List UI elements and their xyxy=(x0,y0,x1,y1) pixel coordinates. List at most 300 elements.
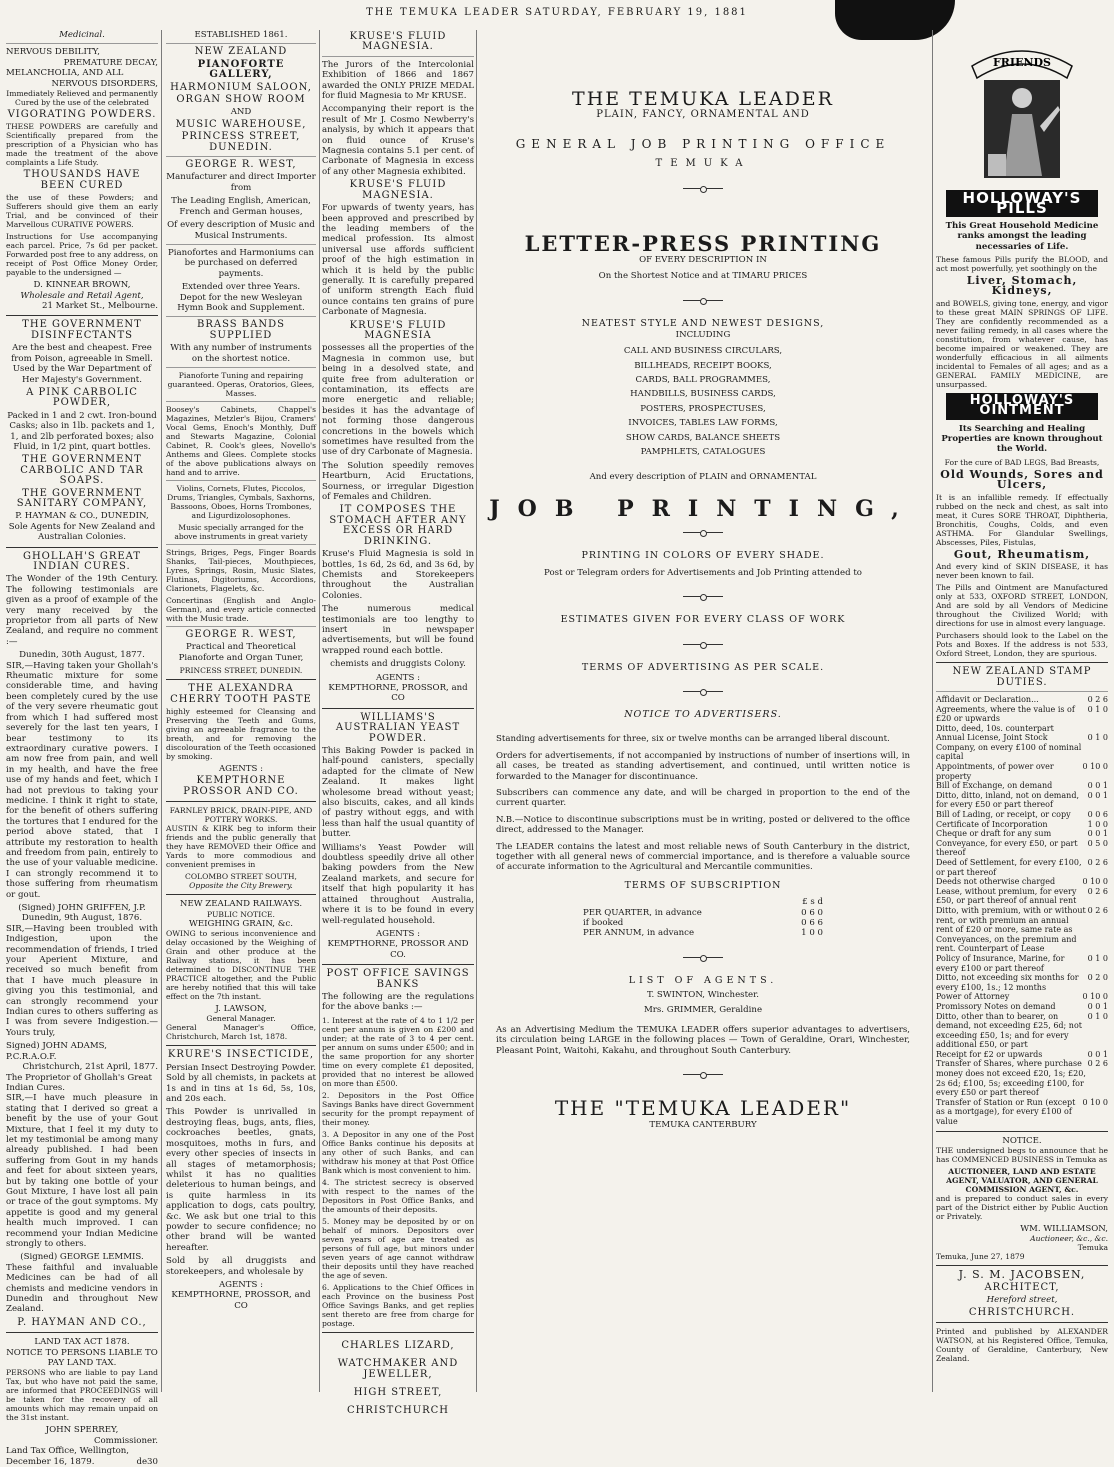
ad-text: chemists and druggists Colony. xyxy=(330,659,466,670)
column-4 xyxy=(478,30,928,1392)
duty-amount: 0 0 1 xyxy=(1087,829,1108,839)
divider xyxy=(166,544,316,545)
divider xyxy=(6,43,158,44)
duty-item: Receipt for £2 or upwards xyxy=(936,1049,1043,1059)
ad-text: Sold by all druggists and storekeepers, and wholesale by xyxy=(166,1256,316,1277)
ad-text: Orders for advertisements, if not accompanied by instructions of number of insertions will, in all cases, be treated as standing advertisement, and continued, until written notice is forwarded to the Manager for discontinuance. xyxy=(496,750,910,782)
ad-address: Hereford street, xyxy=(986,1295,1058,1306)
divider xyxy=(6,315,158,316)
ad-title: LAND TAX ACT 1878. xyxy=(34,1337,130,1348)
ad-text: General Manager's Office, Christchurch, March 1st, 1878. xyxy=(166,1023,316,1042)
ad-text: On the Shortest Notice and at TIMARU PRICES xyxy=(598,271,808,282)
ad-agents: AGENTS : xyxy=(218,1279,264,1290)
ad-product: VIGORATING POWDERS. xyxy=(7,109,157,121)
duty-item: Conveyance, for every £50, or part thereof xyxy=(936,838,1078,858)
ad-name: D. KINNEAR BROWN, xyxy=(33,280,131,291)
ad-text: and is prepared to conduct sales in every part of the District either by Public Auction or Privately. xyxy=(936,1194,1108,1222)
est-line: ESTABLISHED 1861. xyxy=(194,30,288,40)
duty-amount: 0 0 1 xyxy=(1087,1001,1108,1011)
duty-item: Ditto, with premium, with or without rent, or with premium an annual rent of £20 or more, same rate as Conveyances, on the premium and rent. Counterpart of Lease xyxy=(936,905,1086,954)
ad-heading: A PINK CARBOLIC POWDER, xyxy=(26,386,138,409)
ad-text: The numerous medical testimonials are too lengthy to insert in newspaper advertisements, but will be found wrapped round each bottle. xyxy=(322,604,474,656)
ad-text: Concertinas (English and Anglo-German), and every article connected with the Music trade. xyxy=(166,595,316,623)
divider xyxy=(322,964,474,965)
duty-amount: 0 0 6 xyxy=(1087,810,1108,820)
duty-amount: 0 10 0 xyxy=(1082,762,1108,772)
ad-text: Boosey's Cabinets, Chappel's Magazines, Metzler's Bijou, Cramers' Vocal Gems, Enoch's Monthly, Duff and Stewarts Magazine, Colonial Cabinet, R. Cook's glees, Novello's Anthems and Glees. Complete stocks of the above publications always on hand and to arrive. xyxy=(166,404,316,477)
duty-item: Ditto, ditto, inland, not on demand, for every £50 or part thereof xyxy=(936,790,1079,810)
divider xyxy=(936,1265,1108,1266)
ad-heading: NOTICE TO PERSONS LIABLE TO PAY LAND TAX. xyxy=(6,1347,158,1369)
stamp-duty-row xyxy=(936,992,1108,1002)
stamp-duty-row xyxy=(936,762,1108,781)
ad-title: THE GOVERNMENT DISINFECTANTS xyxy=(22,319,142,341)
ad-heading: Old Wounds, Sores and Ulcers, xyxy=(940,467,1104,492)
service-list xyxy=(478,346,928,457)
office-subtitle: PLAIN, FANCY, ORNAMENTAL AND xyxy=(596,109,810,121)
ad-role: Auctioneer, &c., &c. xyxy=(1030,1234,1108,1244)
service-item: CALL AND BUSINESS CIRCULARS, xyxy=(623,346,783,357)
ornament xyxy=(683,596,723,597)
ad-heading: PRINCESS STREET, DUNEDIN. xyxy=(181,131,301,153)
ad-line: MELANCHOLIA, AND ALL xyxy=(6,68,124,79)
ad-text: INCLUDING xyxy=(675,330,731,341)
duty-amount: 0 1 0 xyxy=(1087,1011,1108,1021)
ad-text: and BOWELS, giving tone, energy, and vigor to these great MAIN SPRINGS OF LIFE. They are confidently recommended as a never failing remedy, in all cases where the constitution, from whatever cause, has become impaired or weakened. They are wonderfully efficacious in all ailments incidental to Females of all ages; and as a GENERAL FAMILY MEDICINE, are unsurpassed. xyxy=(936,298,1108,389)
ad-address: PRINCESS STREET, DUNEDIN. xyxy=(179,666,303,676)
ad-heading: Gout, Rheumatism, xyxy=(953,547,1091,561)
ad-text: Practical and Theoretical Pianoforte and Organ Tuner, xyxy=(178,642,304,663)
ad-heading: IT COMPOSES THE STOMACH AFTER ANY EXCESS OR HARD DRINKING. xyxy=(329,504,467,547)
ad-text: OWING to serious inconvenience and delay occasioned by the Weighing of Grain and other produce at the Railway stations, it has been determined to DISCONTINUE THE PRACTICE altogether, and the Public are hereby notified that this will take effect on the 7th instant. xyxy=(166,929,316,1002)
ad-title: GHOLLAH'S GREAT INDIAN CURES. xyxy=(22,550,142,572)
ad-address: Opposite the City Brewery. xyxy=(189,881,293,891)
stamp-duty-row xyxy=(936,1012,1108,1050)
column-5 xyxy=(936,30,1108,1392)
ad-heading: ARCHITECT, xyxy=(984,1281,1060,1293)
ad-name: KEMPTHORNE, PROSSOR AND CO. xyxy=(327,939,469,960)
ad-text: Accompanying their report is the result of Mr J. Cosmo Newberry's analysis, by which it appears that on fluid ounce of Kruse's Magnesia contains 5.1 per cent. of Carbonate of Magnesia in excess of any other Magnesia exhibited. xyxy=(322,104,474,177)
stamp-duty-row xyxy=(936,724,1108,734)
duty-item: Cheque or draft for any sum xyxy=(936,829,1052,839)
duty-amount: 0 2 6 xyxy=(1087,694,1108,704)
stamp-duty-row xyxy=(936,1002,1108,1012)
ad-text: The Proprietor of Ghollah's Great Indian Cures. xyxy=(6,1072,153,1093)
notice-title: NOTICE. xyxy=(1002,1135,1042,1146)
column-3 xyxy=(322,30,474,1417)
stamp-duty-row xyxy=(936,791,1108,810)
ad-text: And every description of PLAIN and ORNAMENTAL xyxy=(589,471,817,482)
duty-amount: 0 1 0 xyxy=(1087,704,1108,714)
land-tax-ad xyxy=(6,1337,158,1467)
ad-title: KRUSE'S FLUID MAGNESIA. xyxy=(349,31,447,53)
column-rule xyxy=(932,30,933,1392)
ornament xyxy=(683,532,723,533)
stamp-duty-row xyxy=(936,695,1108,705)
ad-name: KEMPTHORNE, PROSSOR, and CO xyxy=(171,1290,311,1311)
divider xyxy=(166,480,316,481)
divider xyxy=(166,156,316,157)
duty-item: Deed of Settlement, for every £100, or part thereof xyxy=(936,858,1082,877)
ad-text: The Wonder of the 19th Century. The following testimonials are given as a proof of example of the very many received by the proprietor from all parts of New Zealand, and require no comment :— xyxy=(6,574,158,647)
office-place: TEMUKA xyxy=(655,158,751,170)
ad-text: 6. Applications to the Chief Offices in each Province on the business Post Office Savings Banks, and get replies sent thereto are free from charge for postage. xyxy=(322,1282,474,1328)
ad-address: CHRISTCHURCH xyxy=(346,1405,450,1417)
divider xyxy=(166,626,316,627)
ad-text: The following are the regulations for the above banks :— xyxy=(322,991,474,1013)
duty-item: Power of Attorney xyxy=(936,992,1010,1002)
ad-text: possesses all the properties of the Magnesia in common use, but being in a desolved state, and quite free from adulteration or contamination, its effects are more energetic and reliable; besides it has the advantage of not forming those dangerous concretions in the bowels which sometimes have resulted from the use of dry Carbonate of Magnesia. xyxy=(322,343,474,458)
ad-heading: NEW ZEALAND xyxy=(194,46,288,58)
ad-name: WM. WILLIAMSON, xyxy=(1020,1224,1108,1235)
ad-text: THESE POWDERS are carefully and Scientifically prepared from the prescription of a Physician who has made the treatment of the above complaints a Life Study. xyxy=(6,122,158,168)
ad-text: 4. The strictest secrecy is observed with respect to the names of the Depositors in Post Office Banks, and the amounts of their deposits. xyxy=(322,1177,474,1214)
duty-item: Ditto, deed, 10s. counterpart xyxy=(936,723,1054,733)
ad-heading: TERMS OF ADVERTISING AS PER SCALE. xyxy=(581,661,825,673)
ornament xyxy=(683,957,723,958)
duty-amount: 0 5 0 xyxy=(1087,838,1108,848)
table-row: PER ANNUM, in advance 1 0 0 xyxy=(583,928,823,939)
ad-text: This Baking Powder is packed in half-pound canisters, specially adapted for the climate of New Zealand. It makes light wholesome bread without yeast; also biscuits, cakes, and all kinds of pastry without eggs, and with less than half the usual quantity of butter. xyxy=(322,746,474,840)
ad-date: Dunedin, 9th August, 1876. xyxy=(21,913,143,924)
divider xyxy=(936,662,1108,663)
divider xyxy=(166,894,316,895)
ad-text: Violins, Cornets, Flutes, Piccolos, Drums, Triangles, Cymbals, Saxhorns, Bassoons, Oboes, Horns Trombones, and Ligurdizolosophones. xyxy=(167,483,315,520)
divider xyxy=(6,1332,158,1333)
ad-text: Persian Insect Destroying Powder. Sold by all chemists, in packets at 1s and in tins at 1s 6d, 5s, 10s, and 20s each. xyxy=(166,1062,316,1105)
duty-item: Affidavit or Declaration... xyxy=(936,694,1039,704)
ad-title: NEW ZEALAND RAILWAYS. xyxy=(179,899,303,910)
stamp-duty-list xyxy=(936,695,1108,1127)
ad-text: Of every description of Music and Musical Instruments. xyxy=(167,220,315,241)
ad-name: J. S. M. JACOBSEN, xyxy=(958,1268,1086,1282)
ad-text: The LEADER contains the latest and most reliable news of South Canterbury in the district, together with all general news of commercial importance, and is therefore a valuable source of accurate information to the Agricultural and Mercantile communities. xyxy=(496,841,910,873)
ad-agents: AGENTS : xyxy=(218,764,264,774)
ad-date: December 16, 1879. xyxy=(6,1456,95,1467)
ad-text: The Jurors of the Intercolonial Exhibition of 1866 and 1867 awarded the ONLY PRIZE MEDAL for fluid Magnesia to Mr KRUSE. xyxy=(322,59,474,102)
ad-text: This Powder is unrivalled in destroying fleas, bugs, ants, flies, cockroaches beetles, gnats, mosquitoes, moths in furs, and every other species of insects in all stages of metamorphosis; whilst it has no qualities deleterious to human beings, and is quite harmless in its application to dogs, cats poultry, &c. We ask but one trial to this powder to secure confidence; no other brand will be wanted hereafter. xyxy=(166,1107,316,1253)
ad-address: CHRISTCHURCH. xyxy=(968,1306,1076,1318)
duty-amount: 0 2 0 xyxy=(1087,973,1108,983)
ad-text: AND xyxy=(230,107,252,118)
ad-heading: LIST OF AGENTS. xyxy=(628,974,778,986)
ad-text: 1. Interest at the rate of 4 to 1 1/2 per cent per annum is given on £200 and under; at the rate of 3 to 4 per cent. per annum on sums under £500; and in the same proportion for any shorter time on every complete £1 deposited, provided that no interest be allowed on more than £500. xyxy=(322,1015,474,1088)
divider xyxy=(322,1332,474,1333)
ad-text: Its Searching and Healing Properties are known throughout the World. xyxy=(941,423,1103,455)
service-item: PAMPHLETS, CATALOGUES xyxy=(640,447,766,458)
ad-text: The Pills and Ointment are Manufactured only at 533, OXFORD STREET, LONDON, And are sold by all Vendors of Medicine throughout the Civilized World; with directions for use in almost every language. xyxy=(936,583,1108,629)
ad-heading: KRUSE'S FLUID MAGNESIA xyxy=(349,319,447,341)
ad-text: The Solution speedily removes Heartburn, Acid Eructations, Sourness, or irregular Digestion of Females and Children. xyxy=(322,460,474,503)
ad-heading: BRASS BANDS SUPPLIED xyxy=(197,319,285,341)
column-rule xyxy=(319,30,320,1392)
stamp-duty-row xyxy=(936,820,1108,830)
duty-item: Lease, without premium, for every £50, or part thereof of annual rent xyxy=(936,886,1077,906)
table-col-head: s xyxy=(810,897,815,908)
ad-date: Christchurch, 21st April, 1877. xyxy=(22,1062,158,1073)
ad-heading: TERMS OF SUBSCRIPTION xyxy=(624,879,782,891)
stamp-duties-title: NEW ZEALAND STAMP DUTIES. xyxy=(952,666,1092,688)
column-rule xyxy=(161,30,162,1392)
ad-date: Temuka, June 27, 1879 xyxy=(936,1252,1025,1262)
ad-text: These famous Pills purify the BLOOD, and act most powerfully, yet soothingly on the xyxy=(936,255,1108,274)
ad-text: This Great Household Medicine ranks amongst the leading necessaries of Life. xyxy=(945,220,1099,252)
ad-heading: NEATEST STYLE AND NEWEST DESIGNS, xyxy=(581,317,825,329)
stamp-duty-row xyxy=(936,877,1108,887)
ad-title: PIANOFORTE GALLERY, xyxy=(197,58,285,81)
duty-amount: 0 10 0 xyxy=(1082,877,1108,887)
debility-ad xyxy=(6,47,158,311)
ad-heading: KRUSE'S FLUID MAGNESIA. xyxy=(349,179,447,201)
ad-line: PREMATURE DECAY, xyxy=(63,57,158,68)
duty-amount: 0 2 6 xyxy=(1087,858,1108,867)
table-col-head: £ xyxy=(802,897,808,908)
ad-name: KEMPTHORNE, PROSSOR, and CO xyxy=(328,682,468,704)
stamp-duty-row xyxy=(936,705,1108,724)
ad-text: Strings, Briges, Pegs, Finger Boards Shanks, Tail-pieces, Mouthpieces, Lyres, Springs, Rosin, Music Slates, Flutinas, Digitoriums, Accordions, Clarionets, Flagelets, &c. xyxy=(166,547,316,593)
divider xyxy=(166,679,316,680)
duty-amount: 0 2 6 xyxy=(1087,905,1108,915)
stamp-duty-row xyxy=(936,887,1108,906)
ad-text: SIR,—Having been troubled with Indigestion, upon the recommendation of friends, I tried your Aperient Mixture, and received so much benefit from that I have much pleasure in giving you this testimonial, and can strongly recommend your Indian cures to others suffering as I was from severe Indigestion.—Yours truly, xyxy=(6,923,158,1038)
duty-amount: 0 2 6 xyxy=(1087,886,1108,896)
stamp-duty-row xyxy=(936,810,1108,820)
ad-text: the use of these Powders; and Sufferers should give them an early Trial, and be convinced of their Marvellous CURATIVE POWERS. xyxy=(6,193,158,230)
stamp-duty-row xyxy=(936,733,1108,762)
ad-role: General Manager. xyxy=(206,1014,276,1024)
ad-heading: ORGAN SHOW ROOM xyxy=(176,94,306,106)
duty-item: Ditto, not exceeding six months for every £100, 1s.; 12 months xyxy=(936,973,1079,992)
stamp-duty-row xyxy=(936,1050,1108,1060)
ad-text: 3. A Depositor in any one of the Post Office Banks continue his deposits at any other of such Banks, and can withdraw his money at that Post Office Bank which is most convenient to him. xyxy=(322,1129,474,1175)
ad-signature: Signed) JOHN ADAMS, P.C.R.A.O.F. xyxy=(6,1041,107,1062)
ad-text: AUSTIN & KIRK beg to inform their friends and the public generally that they have REMOVED their Office and Yards to more commodious and convenient premises in xyxy=(166,824,316,870)
ornament xyxy=(683,644,723,645)
ad-text: The Leading English, American, French and German houses, xyxy=(171,196,311,217)
pills-banner: HOLLOWAY'S PILLS xyxy=(946,190,1098,217)
ad-text: PERSONS who are liable to pay Land Tax, but who have not paid the same, are informed that PROCEEDINGS will be taken for the recovery of all amounts which may remain unpaid on the 31st instant. xyxy=(6,1368,158,1423)
ad-text: Depot for the new Wesleyan Hymn Book and Supplement. xyxy=(177,292,305,313)
ad-heading: MUSIC WAREHOUSE, xyxy=(175,118,307,130)
letterpress-heading: LETTER-PRESS PRINTING xyxy=(524,230,882,256)
ad-text: Extended over three Years. xyxy=(181,282,301,293)
duty-amount: 0 0 1 xyxy=(1087,781,1108,791)
ad-text: 5. Money may be deposited by or on behalf of minors. Depositors over seven years of age are treated as persons of full age, but minors under seven years of age cannot withdraw their deposits until they have reached the age of seven. xyxy=(322,1216,474,1280)
duty-amount: 0 10 0 xyxy=(1082,1097,1108,1107)
ad-text: Are the best and cheapest. Free from Poison, agreeable in Smell. Used by the War Department of Her Majesty's Government. xyxy=(11,343,153,385)
divider xyxy=(936,691,1108,692)
footer-title: THE "TEMUKA LEADER" xyxy=(554,1096,852,1121)
ad-text: Standing advertisements for three, six or twelve months can be arranged liberal discount. xyxy=(496,734,890,745)
ad-date-row xyxy=(6,1457,158,1467)
duty-item: Deeds not otherwise charged xyxy=(936,877,1056,887)
ad-name: GEORGE R. WEST, xyxy=(185,628,297,640)
duty-amount: 0 1 0 xyxy=(1087,733,1108,743)
divider xyxy=(166,316,316,317)
ad-text: Immediately Relieved and permanently Cured by the use of the celebrated xyxy=(6,89,158,108)
duty-amount: 0 0 1 xyxy=(1087,790,1108,800)
duty-amount: 0 2 6 xyxy=(1087,1059,1108,1069)
ad-text: OF EVERY DESCRIPTION IN xyxy=(639,255,767,266)
duty-amount: 0 1 0 xyxy=(1087,953,1108,963)
ad-ref: de30 xyxy=(136,1456,158,1467)
stamp-duty-row xyxy=(936,858,1108,877)
table-col-head: d xyxy=(817,897,823,908)
service-item: CARDS, BALL PROGRAMMES, xyxy=(635,375,771,386)
masthead: THE TEMUKA LEADER SATURDAY, FEBRUARY 19, 1881 xyxy=(366,7,748,18)
ad-title: THE ALEXANDRA CHERRY TOOTH PASTE xyxy=(170,683,312,705)
divider xyxy=(322,56,474,57)
ad-text: SIR,—I have much pleasure in stating that I derived so great a benefit by the use of your Gout Mixture, that I feel it my duty to let my testimonial be among many already published. I had been suffering from Gout in my hands and feet for about sixteen years, but by taking one bottle of your Gout Mixture, I have lost all pain or trace of the gout symptoms. My appetite is good and my general health much improved. I can recommend your Indian Medicine strongly to others. xyxy=(6,1093,158,1249)
duty-item: Transfer of Shares, where purchase money does not exceed £20, 1s; £20, 2s 6d; £100, 5s; exceeding £100, for every £50 or part thereof xyxy=(936,1059,1086,1098)
stamp-duty-row xyxy=(936,839,1108,858)
ad-place: Temuka xyxy=(1077,1243,1108,1253)
ad-text: It is an infallible remedy. If effectually rubbed on the neck and chest, as salt into meat, it Cures SORE THROAT, Diphtheria, Bronchitis, Coughs, Colds, and even ASTHMA. For Glandular Swellings, Abscesses, Piles, Fistulas, xyxy=(936,492,1108,547)
ad-text: 2. Depositors in the Post Office Savings Banks have direct Government security for the prompt repayment of their money. xyxy=(322,1090,474,1127)
section-heading: Medicinal. xyxy=(59,30,105,40)
duty-item: Bill of Lading, or receipt, or copy xyxy=(936,810,1071,820)
ad-title: WILLIAMS'S AUSTRALIAN YEAST POWDER. xyxy=(335,711,461,744)
agent-item: Mrs. GRIMMER, Geraldine xyxy=(643,1004,763,1015)
ad-heading: HARMONIUM SALOON, xyxy=(170,81,312,93)
ornament xyxy=(683,300,723,301)
ad-text: Purchasers should look to the Label on the Pots and Boxes. If the address is not 533, Oxford Street, London, they are spurious. xyxy=(936,631,1108,659)
ad-heading: WEIGHING GRAIN, &c. xyxy=(189,918,293,929)
divider xyxy=(166,43,316,44)
ad-title: POST OFFICE SAVINGS BANKS xyxy=(326,968,470,990)
ad-text: For upwards of twenty years, has been approved and prescribed by the leading members of the medical profession. Its almost universal use affords sufficient proof of the high estimation in which it is held by the public generally. It is carefully prepared of uniform strength Each fluid ounce contains ten grains of pure Carbonate of Magnesia. xyxy=(322,203,474,318)
ad-text: Sole Agents for New Zealand and Australian Colonies. xyxy=(8,521,156,543)
ad-text: Manufacturer and direct Importer from xyxy=(166,172,316,193)
ad-address: 21 Market St., Melbourne. xyxy=(41,301,158,312)
service-item: HANDBILLS, BUSINESS CARDS, xyxy=(630,389,776,400)
ad-place: Land Tax Office, Wellington, xyxy=(6,1446,130,1457)
ad-text: Pianofortes and Harmoniums can be purchased on deferred payments. xyxy=(167,247,315,279)
ad-role: Wholesale and Retail Agent, xyxy=(20,290,144,301)
divider xyxy=(166,801,316,802)
ad-heading: AUCTIONEER, LAND AND ESTATE AGENT, VALUATOR, AND GENERAL COMMISSION AGENT, &c. xyxy=(946,1167,1098,1195)
ad-line: NERVOUS DISORDERS, xyxy=(51,78,158,89)
column-rule xyxy=(476,30,477,1392)
ointment-banner: HOLLOWAY'S OINTMENT xyxy=(946,393,1098,420)
stamp-duty-row xyxy=(936,829,1108,839)
ad-text: Subscribers can commence any date, and will be charged in proportion to the end of the current quarter. xyxy=(496,787,910,809)
ornament xyxy=(683,1074,723,1075)
service-item: INVOICES, TABLES LAW FORMS, xyxy=(628,418,778,429)
duty-item: Promissory Notes on demand xyxy=(936,1001,1056,1011)
agent-item: T. SWINTON, Winchester. xyxy=(646,990,760,1001)
divider xyxy=(166,367,316,368)
divider xyxy=(322,708,474,709)
ad-text: Kruse's Fluid Magnesia is sold in bottles, 1s 6d, 2s 6d, and 3s 6d, by Chemists and Storekeepers throughout the Australian Colonies. xyxy=(322,549,474,601)
duty-item: Transfer of Station or Run (except as a mortgage), for every £100 of value xyxy=(936,1097,1076,1127)
stamp-duty-row xyxy=(936,1098,1108,1127)
ad-title: KRURE'S INSECTICIDE, xyxy=(167,1049,315,1061)
subscription-table xyxy=(583,897,823,939)
office-name: GENERAL JOB PRINTING OFFICE xyxy=(515,136,891,151)
ad-heading: THOUSANDS HAVE BEEN CURED xyxy=(23,169,141,191)
ad-name: J. LAWSON, xyxy=(215,1004,267,1015)
divider xyxy=(166,401,316,402)
ad-signature: (Signed) JOHN GRIFFEN, J.P. xyxy=(18,903,146,913)
table-row: PER QUARTER, in advance 0 6 0 xyxy=(583,907,823,918)
table-row: if booked 0 6 6 xyxy=(583,918,823,929)
ad-text: SIR,—Having taken your Ghollah's Rheumatic mixture for some considerable time, and having been completely cured by the use of the very severe rheumatic gout from which I had suffered most severely for the last ten years, I bear testimony to its extraordinary curative powers. I am now free from pain, and well in my health, and have the free use of my hands and feet, which I had not previous to taking your medicine. I think it right to state, for the benefit of others suffering the tortures that I endured for the period above stated, that I attribute my restoration to health and freedom from pain, entirely to the use of your valuable medicine. I can strongly recommend it to those suffering from rheumatism or gout. xyxy=(6,660,158,900)
disinfectants-ad xyxy=(6,320,158,542)
ad-text: Instructions for Use accompanying each parcel. Price, 7s 6d per packet. Forwarded post free to any address, on receipt of Post Office Money Order, payable to the undersigned — xyxy=(6,232,158,278)
divider xyxy=(166,244,316,245)
ad-heading: THE GOVERNMENT CARBOLIC AND TAR SOAPS. xyxy=(20,454,144,487)
stamp-duty-row xyxy=(936,973,1108,992)
ad-date: Dunedin, 30th August, 1877. xyxy=(19,650,145,661)
duty-item: Agreements, where the value is of £20 or upwards xyxy=(936,704,1075,724)
ad-text: Pianoforte Tuning and repairing guaranteed. Operas, Oratorios, Glees, Masses. xyxy=(167,370,315,398)
duty-item: Annual License, Joint Stock Company, on every £100 of nominal capital xyxy=(936,733,1082,762)
ad-address: HIGH STREET, xyxy=(353,1386,443,1398)
duty-item: Policy of Insurance, Marine, for every £100 or part thereof xyxy=(936,953,1065,973)
ad-text: N.B.—Notice to discontinue subscriptions must be in writing, posted or delivered to the office direct, addressed to the Manager. xyxy=(496,814,910,836)
ad-text: For the cure of BAD LEGS, Bad Breasts, xyxy=(944,457,1100,467)
ad-role: Commissioner. xyxy=(93,1435,158,1446)
ad-name: P. HAYMAN & CO., DUNEDIN, xyxy=(15,511,149,522)
ad-signature: (Signed) GEORGE LEMMIS. xyxy=(20,1252,144,1263)
ad-heading: PUBLIC NOTICE. xyxy=(207,909,275,919)
table-header xyxy=(583,897,823,907)
ghollah-ad xyxy=(6,552,158,1329)
ad-heading: PRINTING IN COLORS OF EVERY SHADE. xyxy=(581,550,825,562)
duty-amount: 0 10 0 xyxy=(1082,992,1108,1002)
duty-item: Bill of Exchange, on demand xyxy=(936,781,1053,791)
duty-amount: 1 0 0 xyxy=(1087,819,1108,829)
ad-heading: NOTICE TO ADVERTISERS. xyxy=(624,708,782,720)
divider xyxy=(936,1322,1108,1323)
divider xyxy=(166,1045,316,1046)
ad-name: JOHN SPERREY, xyxy=(45,1425,119,1436)
ad-heading: Liver, Stomach, Kidneys, xyxy=(966,274,1078,298)
stamp-duty-row xyxy=(936,954,1108,973)
ad-text: THE undersigned begs to announce that he has COMMENCED BUSINESS in Temuka as xyxy=(936,1146,1108,1165)
footer-subtitle: TEMUKA CANTERBURY xyxy=(649,1119,757,1130)
ad-heading: THE GOVERNMENT SANITARY COMPANY, xyxy=(16,487,148,509)
duty-item: Certificate of Incorporation xyxy=(936,819,1048,829)
trademark-label: FRIENDS xyxy=(992,56,1052,69)
duty-amount: 0 0 1 xyxy=(1087,1049,1108,1059)
ad-line: NERVOUS DEBILITY, xyxy=(6,47,100,58)
ad-text: Williams's Yeast Powder will doubtless speedily drive all other baking powders from the New Zealand markets, and secure for itself that high popularity it has attained throughout Australia, where it is to be found in every well-regulated household. xyxy=(322,842,474,926)
ad-name: P. HAYMAN AND CO., xyxy=(17,1316,147,1328)
ad-heading: WATCHMAKER AND JEWELLER, xyxy=(337,1358,459,1380)
stamp-duty-row xyxy=(936,906,1108,954)
ad-text: These faithful and invaluable Medicines can be had of all chemists and medicine vendors in Dunedin and throughout New Zealand. xyxy=(6,1262,158,1315)
ad-text: With any number of instruments on the shortest notice. xyxy=(170,343,312,364)
ad-text: Music specially arranged for the above instruments in great variety xyxy=(174,522,308,541)
stamp-duty-row xyxy=(936,781,1108,791)
ad-name: KEMPTHORNE PROSSOR AND CO. xyxy=(183,775,299,797)
ad-address: COLOMBO STREET SOUTH, xyxy=(185,872,297,882)
service-item: SHOW CARDS, BALANCE SHEETS xyxy=(625,432,781,443)
ad-heading: ESTIMATES GIVEN FOR EVERY CLASS OF WORK xyxy=(560,614,846,626)
divider xyxy=(936,1131,1108,1132)
service-item: POSTERS, PROSPECTUSES, xyxy=(640,403,766,414)
ad-agents: AGENTS : xyxy=(375,672,421,683)
ornament xyxy=(683,691,723,692)
ad-agents: AGENTS : xyxy=(375,928,421,939)
ad-title: FARNLEY BRICK, DRAIN-PIPE, AND POTTERY WORKS. xyxy=(169,806,313,825)
divider xyxy=(6,547,158,548)
job-printing-heading: JOB PRINTING, xyxy=(489,495,917,522)
imprint: Printed and published by ALEXANDER WATSON, at his Registered Office, Temuka, County of Geraldine, Canterbury, New Zealand. xyxy=(936,1327,1108,1364)
ad-text: Packed in 1 and 2 cwt. Iron-bound Casks; also in 1lb. packets and 1, 1, and 2lb perforated boxes; also Fluid, in 1/2 pint, quart bottles. xyxy=(7,410,157,452)
